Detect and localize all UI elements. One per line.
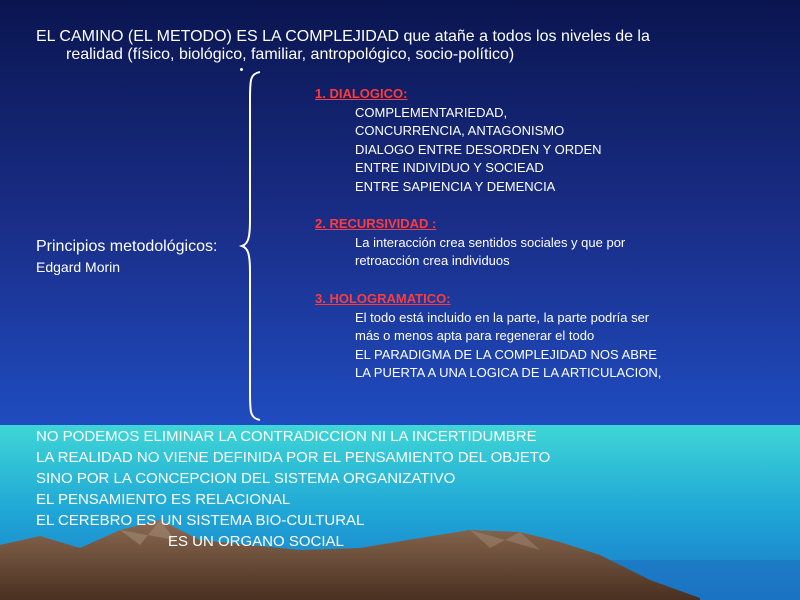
section-hologramatico xyxy=(315,290,661,383)
conclusion-last-line: ES UN ORGANO SOCIAL xyxy=(168,533,344,550)
conclusion-line: EL PENSAMIENTO ES RELACIONAL xyxy=(36,491,291,508)
section-item: El todo está incluido en la parte, la parte podría ser xyxy=(355,309,650,325)
intro-text xyxy=(36,28,650,64)
intro-line-1: EL CAMINO (EL METODO) ES LA COMPLEJIDAD que atañe a todos los niveles de la xyxy=(36,28,650,45)
section-item: DIALOGO ENTRE DESORDEN Y ORDEN xyxy=(355,141,602,157)
conclusion-line: LA REALIDAD NO VIENE DEFINIDA POR EL PENSAMIENTO DEL OBJETO xyxy=(36,449,551,466)
section-item: LA PUERTA A UNA LOGICA DE LA ARTICULACION, xyxy=(355,365,662,380)
principles-title: Principios metodológicos: xyxy=(36,238,218,255)
section-item: EL PARADIGMA DE LA COMPLEJIDAD NOS ABRE xyxy=(355,346,657,362)
curly-brace xyxy=(238,70,262,422)
section-item: COMPLEMENTARIEDAD, xyxy=(355,104,508,120)
author-name: Edgard Morin xyxy=(36,259,121,275)
section-dialogico xyxy=(315,85,602,196)
conclusion-text xyxy=(36,426,550,552)
section-item: La interacción crea sentidos sociales y que por xyxy=(355,234,626,250)
conclusion-line: EL CEREBRO ES UN SISTEMA BIO-CULTURAL xyxy=(36,512,365,529)
conclusion-line: NO PODEMOS ELIMINAR LA CONTRADICCION NI LA INCERTIDUMBRE xyxy=(36,428,537,445)
section-heading: 1. DIALOGICO: xyxy=(315,86,408,101)
section-heading: 3. HOLOGRAMATICO: xyxy=(315,291,451,306)
section-item: CONCURRENCIA, ANTAGONISMO xyxy=(355,123,565,138)
section-item: más o menos apta para regenerar el todo xyxy=(355,328,595,343)
conclusion-line: SINO POR LA CONCEPCION DEL SISTEMA ORGANIZATIVO xyxy=(36,470,456,487)
section-item: ENTRE SAPIENCIA Y DEMENCIA xyxy=(355,178,556,194)
section-heading: 2. RECURSIVIDAD : xyxy=(315,216,437,231)
intro-line-2: realidad (físico, biológico, familiar, antropológico, socio-político) xyxy=(66,46,515,63)
section-item: ENTRE INDIVIDUO Y SOCIEAD xyxy=(355,160,544,175)
section-item: retroacción crea individuos xyxy=(355,253,510,268)
section-recursividad xyxy=(315,215,625,271)
